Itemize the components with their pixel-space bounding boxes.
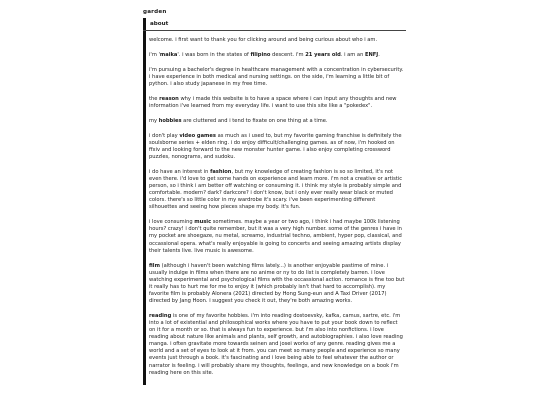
about-content: [143, 31, 405, 385]
text: , but my knowledge of creating fashion is so so limited, it's not even there. i'd love to get some hands on experience and learn more. i'm not a creative or artistic person, so i think i am better off watching or consuming it. i think my style is probably simple and comfortable. modern? dark? darkcore? i don't know, but i only ever really wear black or muted colors. there's so little color in my wardrobe it's scary. i've been experimenting different silhouettes and seeing how pieces shape my body. it's fun.: [149, 168, 403, 211]
text: . i am an: [340, 51, 365, 58]
text: (although i haven't been watching films lately...) is another enjoyable pastime of mine. i usually indulge in films when there are no anime or ny to do list is completely barren. i love watching experimental and psychological films with the occassional action. romance is fine too but it really has to hurt me for me to enjoy it (which probably isn't that hard to accomplish). my favorite film is probably Alonera (2021) directed by Hong Sung-eun and A Taxi Driver (2017) directed by Jang Hoon. i suggest you check it out, they're both amazing works.: [149, 262, 405, 304]
text: why i made this website is to have a space where i can input any thoughts and new information i've learned from my everyday life. i want to use this site like a "pokedex".: [149, 95, 397, 109]
age-highlight: 21 years old: [305, 51, 341, 58]
music-highlight: music: [194, 219, 212, 226]
video-games-paragraph: [149, 133, 405, 161]
text: i do have an interest in: [149, 168, 211, 175]
text: descent. i'm: [270, 51, 306, 58]
site-title: garden: [143, 9, 167, 15]
film-highlight: film: [149, 262, 160, 269]
text: .: [378, 51, 380, 58]
hobbies-paragraph: [149, 118, 405, 125]
fashion-paragraph: [149, 169, 405, 212]
text: sometimes. maybe a year or two ago, i think i had maybe 100k listening hours? crazy! i don't quite remember, but it was a very high number. some of the genres i have in my pocket are shoegaze, nu metal, screamo, industrial techno, ambient, hyper pop, classical, and occassional opera. what's really enjoyable is going to concerts and seeing amazing artists display their talents live. live music is awesome.: [149, 219, 402, 254]
text: '. i was born in the states of: [177, 51, 251, 58]
identity-paragraph: [149, 52, 405, 59]
text: are cluttered and i tend to fixate on one thing at a time.: [181, 117, 328, 124]
music-paragraph: [149, 219, 405, 254]
text: is one of my favorite hobbies. i'm into reading dostoevsky, kafka, camus, sartre, etc. i'm into a lot of existential and philosophical works where you have to put your book down to reflect on it for a month or so. that is always fun to experience. but i'm also into nonfictions. i love reading about nature like animals and plants, self growth, and autobiographies. i also love reading manga. i often gravitate more towards seinen and josei works of any genre. reading gives me a world and a set of eyes to look at it from. you can meet so many people and experience so many events just through a book. it's fascinating and i love being able to feel whatever the author or narrator is feeling. i will probably share my thoughts, feelings, and new knowledge on a book i'm reading here on this site.: [149, 312, 403, 376]
text: the: [149, 95, 160, 102]
reason-paragraph: [149, 96, 405, 110]
intro-paragraph: welcome. i first want to thank you for clicking around and being curious about who i am.: [149, 37, 378, 43]
fashion-highlight: fashion: [210, 168, 232, 175]
film-paragraph: [149, 263, 405, 306]
text: i love consuming: [149, 219, 195, 226]
reason-highlight: reason: [159, 95, 179, 102]
text: as much as i used to, but my favorite gaming franchise is definitely the soulsborne series + elden ring. i do enjoy difficult/challenging games. as of now, i'm hooked on ffxiv and looking forward to the new monster hunter game. i also enjoy completing crossword puzzles, nonograms, and sudoku.: [149, 132, 402, 161]
reading-paragraph: [149, 313, 405, 377]
text: i'm ': [149, 51, 160, 58]
education-paragraph: i'm pursuing a bachelor's degree in healthcare management with a concentration in cybersecurity. i have experience in both medical and nursing settings. on the side, i'm learning a little bit of python. i also study japanese in my free time.: [149, 66, 404, 87]
reading-highlight: reading: [149, 312, 172, 319]
video-games-highlight: video games: [179, 132, 216, 139]
hobbies-highlight: hobbies: [158, 117, 182, 124]
text: my: [149, 117, 159, 124]
heritage-highlight: filipino: [250, 51, 271, 58]
tab-about[interactable]: about: [143, 18, 173, 30]
text: i don't play: [149, 132, 180, 139]
name-highlight: maika: [159, 51, 178, 58]
mbti-highlight: ENFJ: [364, 51, 379, 58]
